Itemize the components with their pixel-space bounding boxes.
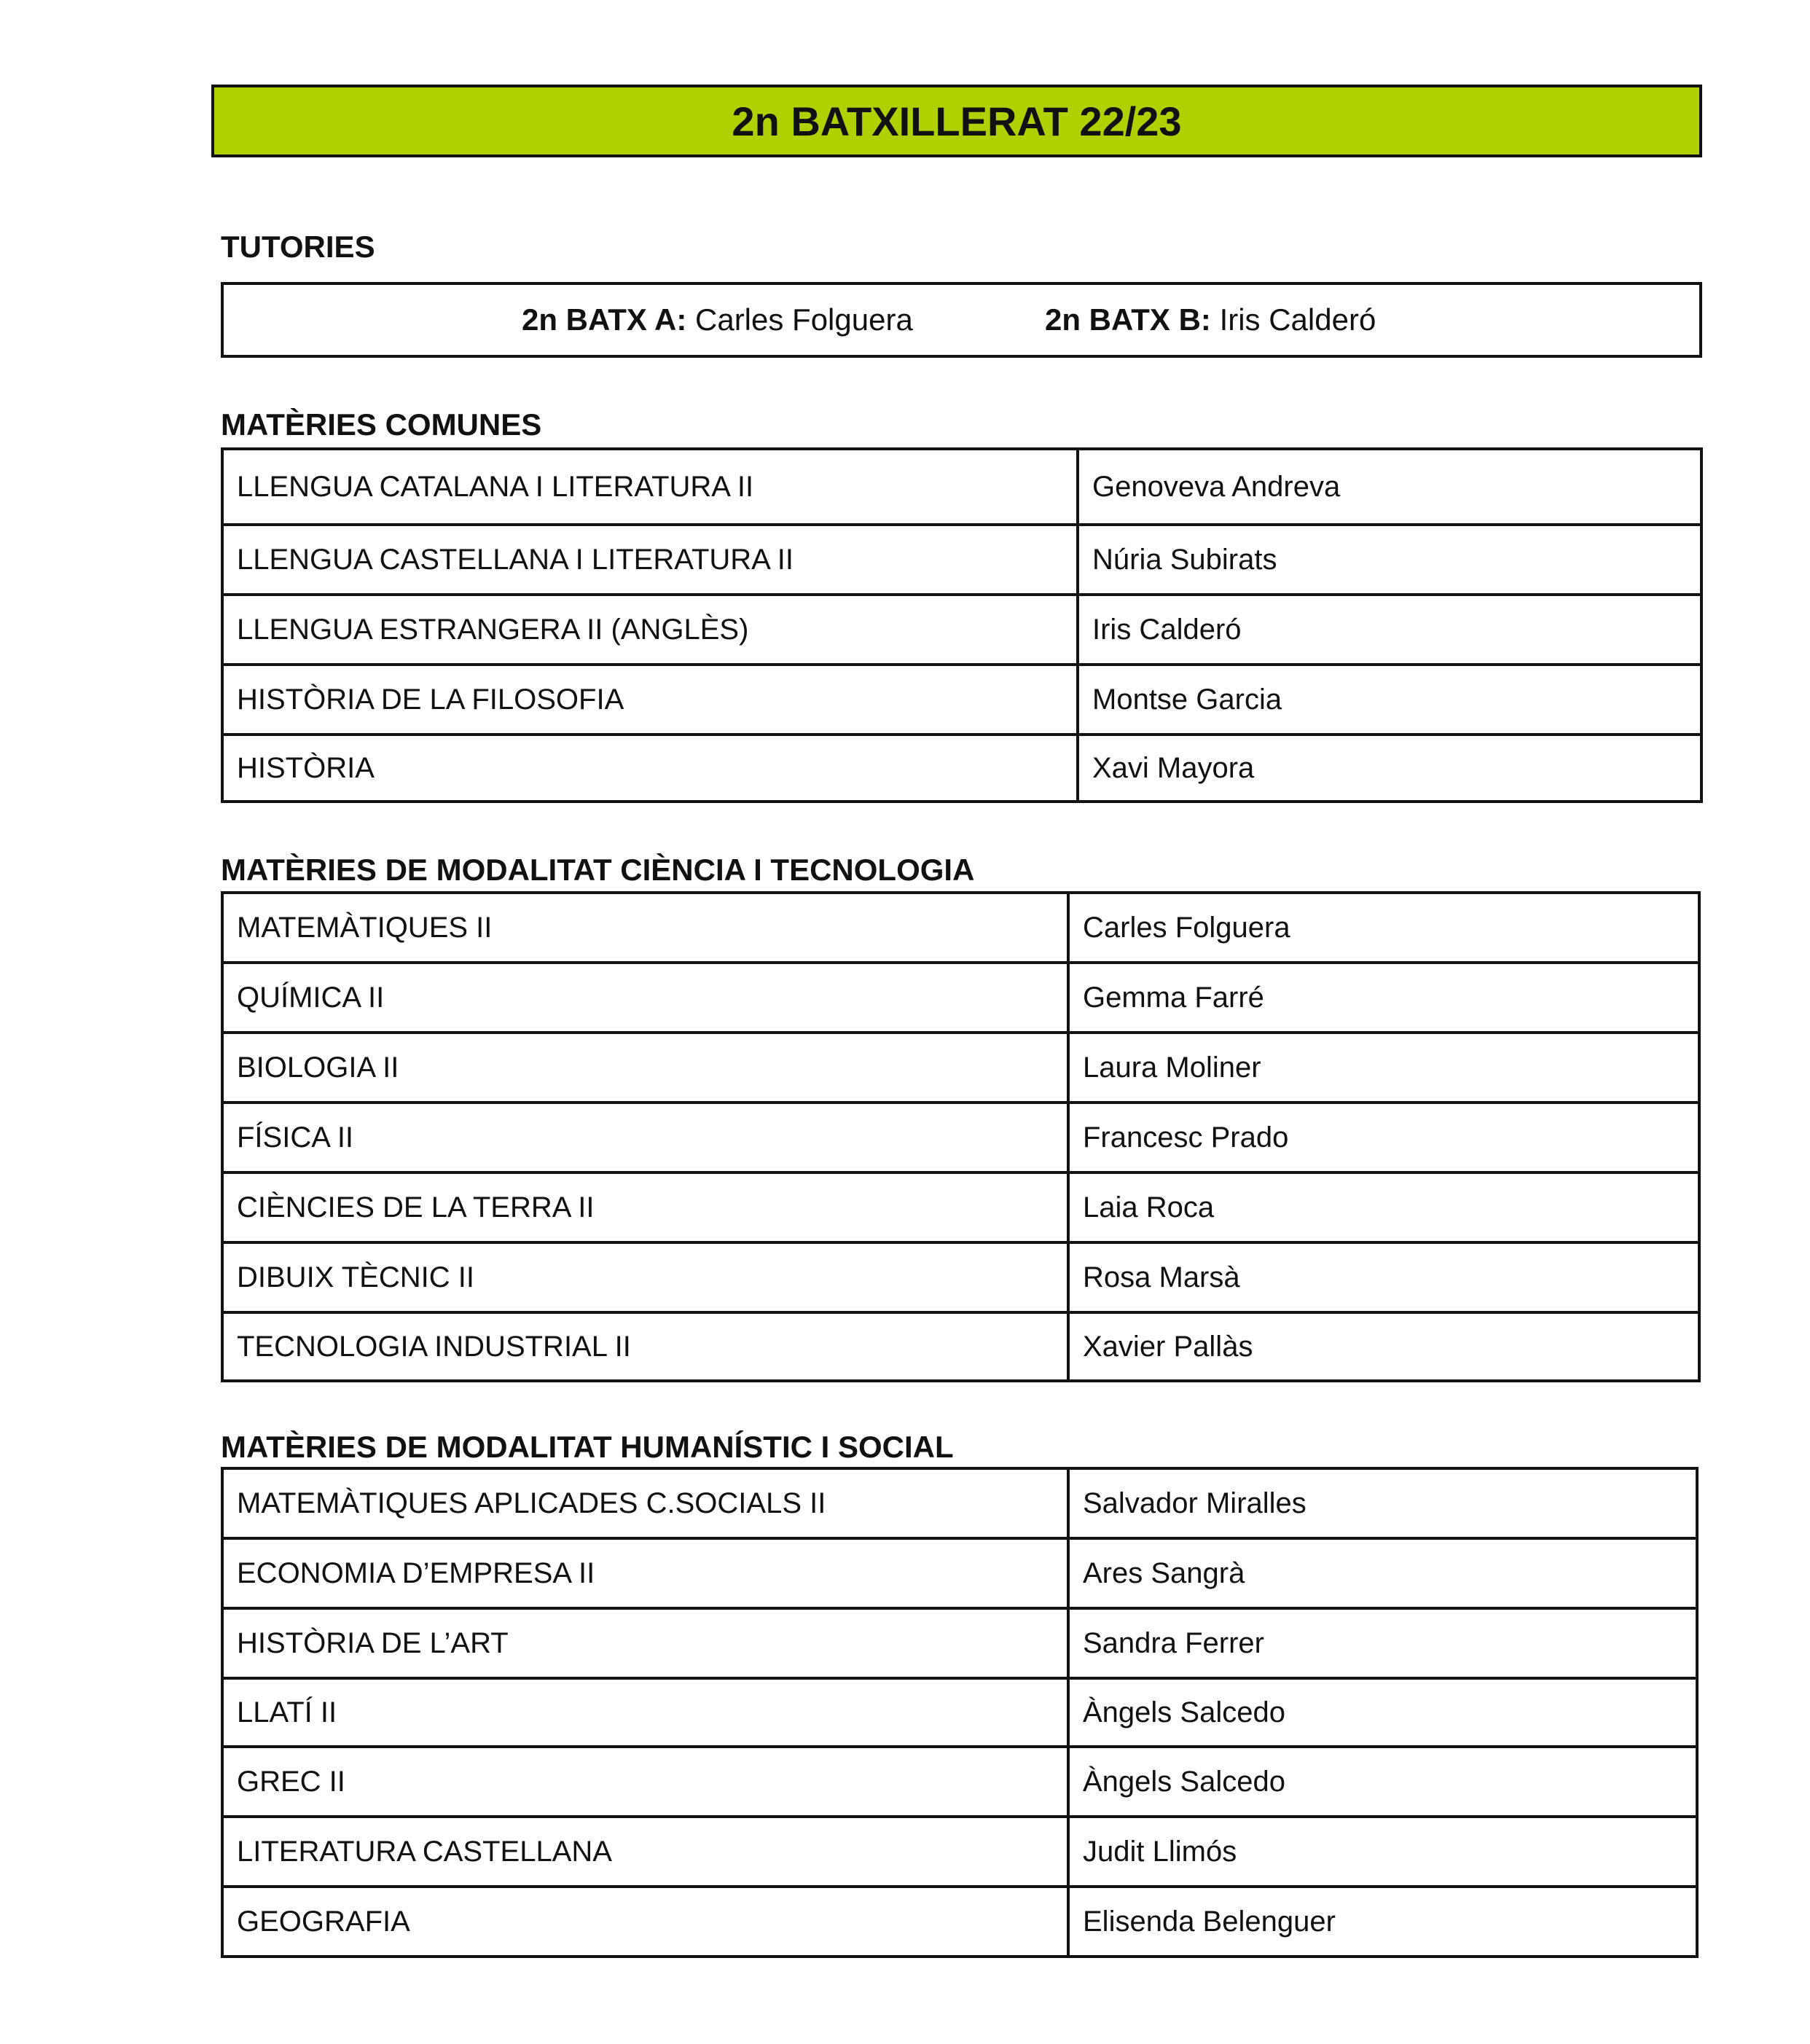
table-row [222, 1468, 1697, 1538]
tutor-teacher-b: Iris Calderó [1219, 302, 1376, 337]
subject-cell: CIÈNCIES DE LA TERRA II [222, 1172, 1068, 1242]
tutor-teacher-a: Carles Folguera [695, 302, 913, 337]
table-row [222, 1172, 1699, 1242]
tutor-entry-b [1045, 302, 1376, 337]
comunes-heading: MATÈRIES COMUNES [221, 407, 542, 442]
table-row [222, 1242, 1699, 1312]
subject-cell: TECNOLOGIA INDUSTRIAL II [222, 1312, 1068, 1381]
table-row [222, 1103, 1699, 1172]
teacher-cell: Sandra Ferrer [1068, 1608, 1697, 1678]
teacher-cell: Carles Folguera [1068, 893, 1699, 963]
subject-cell: MATEMÀTIQUES II [222, 893, 1068, 963]
comunes-table [221, 447, 1703, 803]
subject-cell: FÍSICA II [222, 1103, 1068, 1172]
table-row [222, 893, 1699, 963]
table-row [222, 963, 1699, 1033]
subject-cell: HISTÒRIA DE LA FILOSOFIA [222, 665, 1078, 735]
teacher-cell: Xavier Pallàs [1068, 1312, 1699, 1381]
table-row [222, 1312, 1699, 1381]
table-row [222, 595, 1701, 665]
teacher-cell: Xavi Mayora [1078, 735, 1701, 802]
teacher-cell: Salvador Miralles [1068, 1468, 1697, 1538]
subject-cell: ECONOMIA D’EMPRESA II [222, 1538, 1068, 1608]
subject-cell: DIBUIX TÈCNIC II [222, 1242, 1068, 1312]
table-row [222, 665, 1701, 735]
subject-cell: HISTÒRIA DE L’ART [222, 1608, 1068, 1678]
table-row [222, 449, 1701, 525]
table-row [222, 525, 1701, 595]
teacher-cell: Gemma Farré [1068, 963, 1699, 1033]
teacher-cell: Francesc Prado [1068, 1103, 1699, 1172]
teacher-cell: Laia Roca [1068, 1172, 1699, 1242]
teacher-cell: Rosa Marsà [1068, 1242, 1699, 1312]
teacher-cell: Àngels Salcedo [1068, 1678, 1697, 1747]
humanistic-table [221, 1467, 1699, 1958]
subject-cell: GREC II [222, 1747, 1068, 1817]
tutor-entry-a [522, 302, 913, 337]
subject-cell: LLENGUA CATALANA I LITERATURA II [222, 449, 1078, 525]
tutories-heading: TUTORIES [221, 230, 375, 264]
teacher-cell: Àngels Salcedo [1068, 1747, 1697, 1817]
subject-cell: QUÍMICA II [222, 963, 1068, 1033]
subject-cell: LLENGUA CASTELLANA I LITERATURA II [222, 525, 1078, 595]
table-row [222, 1033, 1699, 1103]
subject-cell: HISTÒRIA [222, 735, 1078, 802]
subject-cell: LLENGUA ESTRANGERA II (ANGLÈS) [222, 595, 1078, 665]
teacher-cell: Ares Sangrà [1068, 1538, 1697, 1608]
teacher-cell: Laura Moliner [1068, 1033, 1699, 1103]
teacher-cell: Montse Garcia [1078, 665, 1701, 735]
subject-cell: LITERATURA CASTELLANA [222, 1817, 1068, 1887]
teacher-cell: Núria Subirats [1078, 525, 1701, 595]
teacher-cell: Elisenda Belenguer [1068, 1887, 1697, 1957]
table-row [222, 1538, 1697, 1608]
table-row [222, 1747, 1697, 1817]
table-row [222, 1887, 1697, 1957]
tutories-box [221, 282, 1702, 358]
table-row [222, 1608, 1697, 1678]
teacher-cell: Iris Calderó [1078, 595, 1701, 665]
tutor-group-a: 2n BATX A: [522, 302, 687, 337]
teacher-cell: Genoveva Andreva [1078, 449, 1701, 525]
table-row [222, 1817, 1697, 1887]
table-row [222, 1678, 1697, 1747]
page-title: 2n BATXILLERAT 22/23 [211, 85, 1702, 157]
subject-cell: BIOLOGIA II [222, 1033, 1068, 1103]
subject-cell: GEOGRAFIA [222, 1887, 1068, 1957]
teacher-cell: Judit Llimós [1068, 1817, 1697, 1887]
ciencia-table [221, 891, 1701, 1382]
ciencia-heading: MATÈRIES DE MODALITAT CIÈNCIA I TECNOLOGIA [221, 853, 975, 887]
humanistic-heading: MATÈRIES DE MODALITAT HUMANÍSTIC I SOCIAL [221, 1430, 954, 1464]
table-row [222, 735, 1701, 802]
tutor-group-b: 2n BATX B: [1045, 302, 1211, 337]
subject-cell: MATEMÀTIQUES APLICADES C.SOCIALS II [222, 1468, 1068, 1538]
subject-cell: LLATÍ II [222, 1678, 1068, 1747]
